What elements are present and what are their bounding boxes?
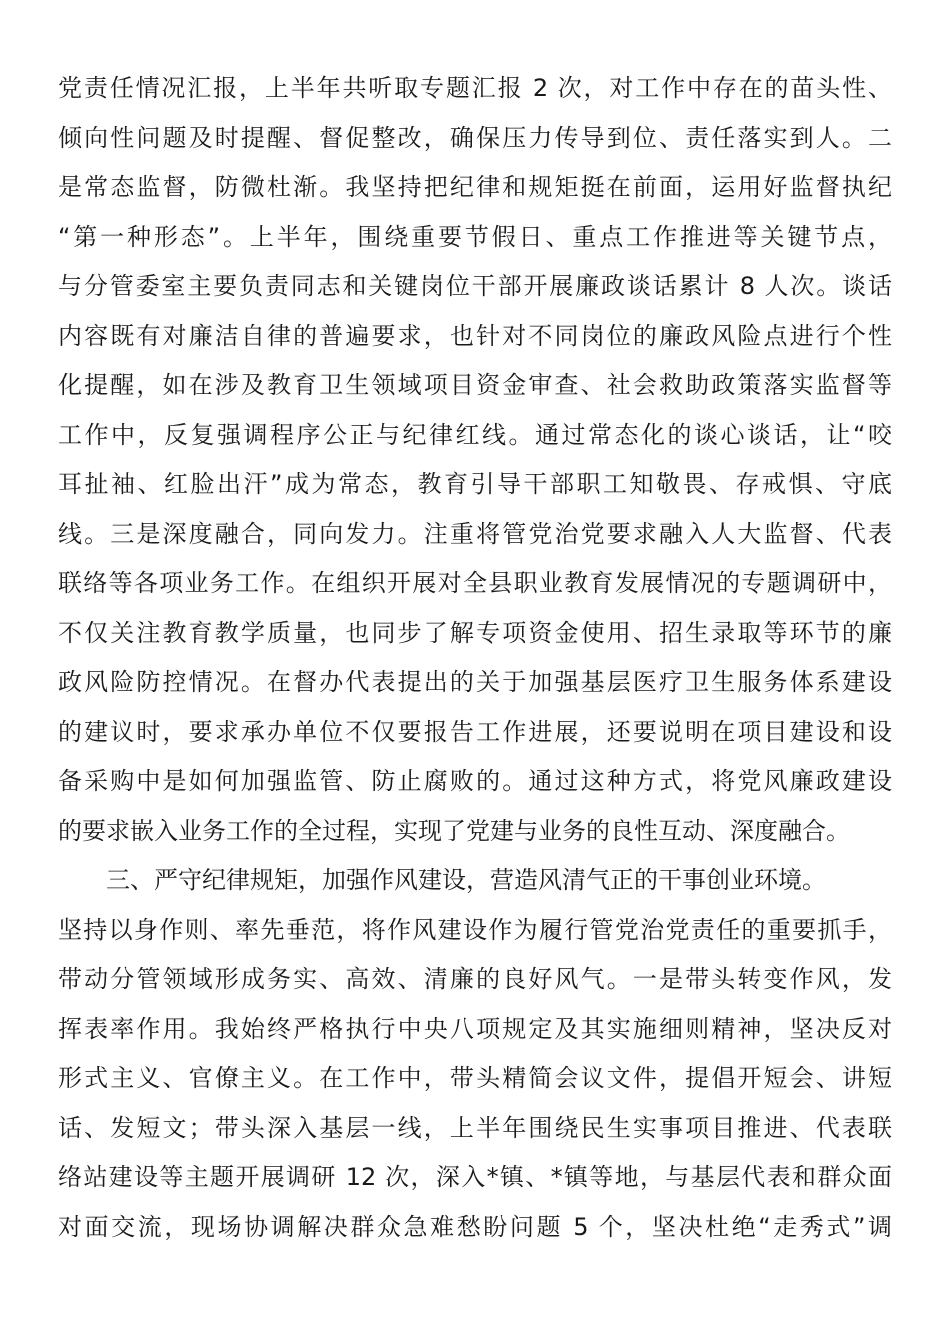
document-body [58,64,892,1252]
text-line: 备采购中是如何加强监管、防止腐败的。通过这种方式，将党风廉政建设 [58,767,892,795]
text-line: 化提醒，如在涉及教育卫生领域项目资金审查、社会救助政策落实监督等 [58,371,892,399]
text-line: 党责任情况汇报，上半年共听取专题汇报 2 次，对工作中存在的苗头性、 [58,74,892,102]
text-line: 与分管委室主要负责同志和关键岗位干部开展廉政谈话累计 8 人次。谈话 [58,272,892,300]
text-line: 联络等各项业务工作。在组织开展对全县职业教育发展情况的专题调研中， [58,569,892,597]
text-line: 络站建设等主题开展调研 12 次，深入*镇、*镇等地，与基层代表和群众面 [58,1163,892,1191]
text-line: 是常态监督，防微杜渐。我坚持把纪律和规矩挺在前面，运用好监督执纪 [58,173,892,201]
text-line: 话、发短文；带头深入基层一线，上半年围绕民生实事项目推进、代表联 [58,1113,892,1142]
text-line: 带动分管领域形成务实、高效、清廉的良好风气。一是带头转变作风，发 [58,965,892,993]
text-line: 的建议时，要求承办单位不仅要报告工作进展，还要说明在项目建设和设 [58,717,892,746]
text-line: 倾向性问题及时提醒、督促整改，确保压力传导到位、责任落实到人。二 [58,123,892,152]
text-line: 政风险防控情况。在督办代表提出的关于加强基层医疗卫生服务体系建设 [58,668,892,696]
text-line: 不仅关注教育教学质量，也同步了解专项资金使用、招生录取等环节的廉 [58,618,892,647]
text-line: 形式主义、官僚主义。在工作中，带头精简会议文件，提倡开短会、讲短 [58,1064,892,1092]
text-line: 坚持以身作则、率先垂范，将作风建设作为履行管党治党责任的重要抓手， [58,915,892,944]
text-line: 工作中，反复强调程序公正与纪律红线。通过常态化的谈心谈话，让“咬 [58,420,892,449]
text-line: 耳扯袖、红脸出汗”成为常态，教育引导干部职工知敬畏、存戒惧、守底 [58,470,892,498]
text-line: 对面交流，现场协调解决群众急难愁盼问题 5 个，坚决杜绝“走秀式”调 [58,1212,892,1241]
text-line: “第一种形态”。上半年，围绕重要节假日、重点工作推进等关键节点， [58,222,892,251]
text-line: 内容既有对廉洁自律的普遍要求，也针对不同岗位的廉政风险点进行个性 [58,321,892,350]
text-line: 的要求嵌入业务工作的全过程，实现了党建与业务的良性互动、深度融合。 [58,816,850,845]
section-heading: 三、严守纪律规矩，加强作风建设，营造风清气正的干事创业环境。 [106,866,826,894]
text-line: 挥表率作用。我始终严格执行中央八项规定及其实施细则精神，坚决反对 [58,1014,892,1043]
text-line: 线。三是深度融合，同向发力。注重将管党治党要求融入人大监督、代表 [58,519,892,548]
